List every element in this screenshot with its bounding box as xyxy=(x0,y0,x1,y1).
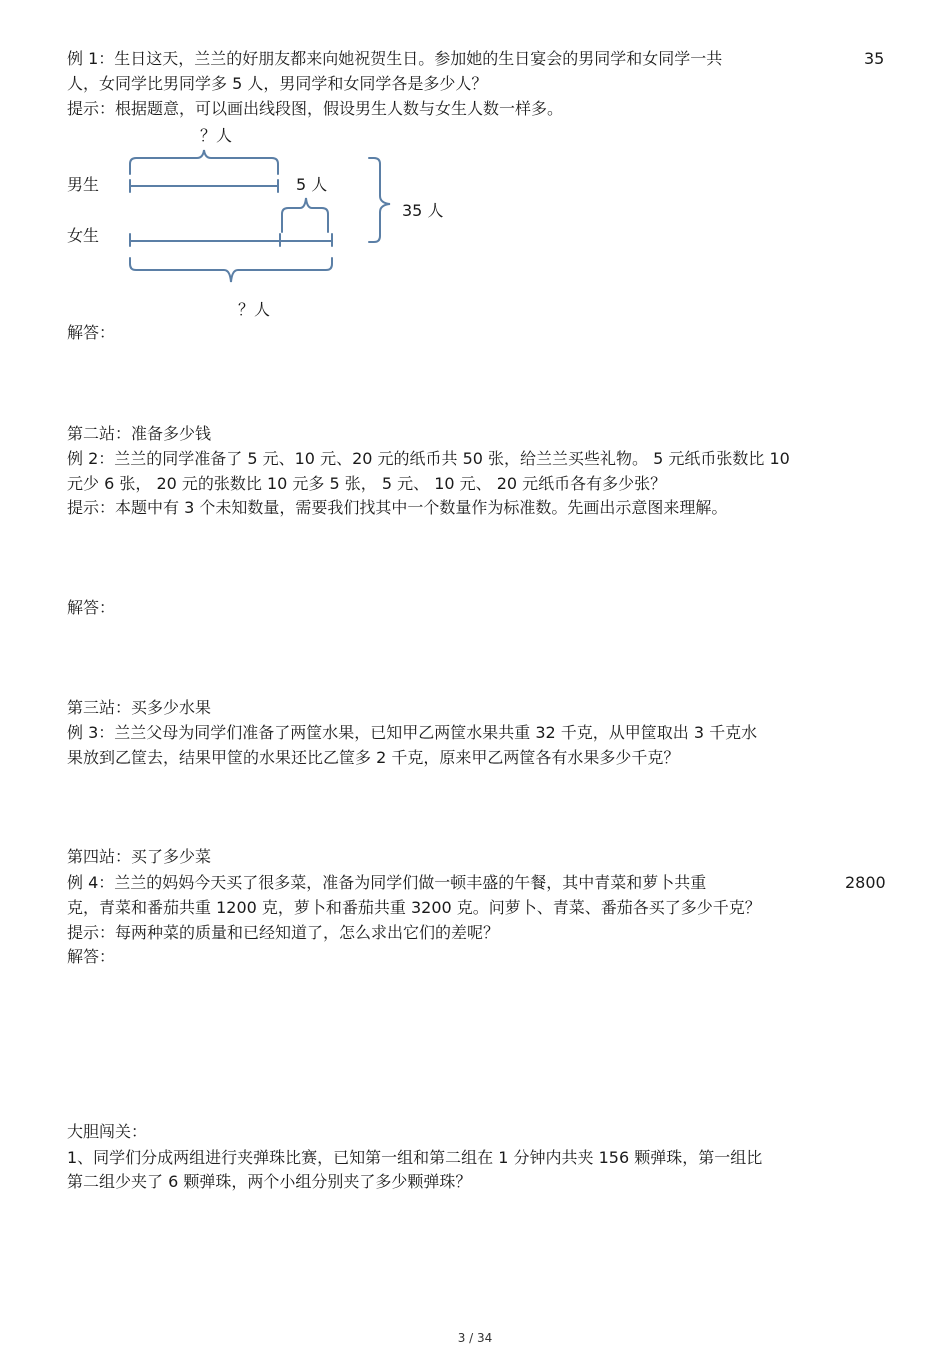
diagram-bottom-question: ？人 xyxy=(238,300,271,319)
ex1-line2: 人，女同学比男同学多 5 人，男同学和女同学各是多少人？ xyxy=(67,74,488,93)
ex3-line1: 例 3：兰兰父母为同学们准备了两筐水果，已知甲乙两筐水果共重 32 千克，从甲筐取出 3 千克水 xyxy=(67,723,758,742)
bottom-brace xyxy=(130,258,332,282)
diagram-girl-label: 女生 xyxy=(67,226,100,245)
ex2-line2: 元少 6 张， 20 元的张数比 10 元多 5 张， 5 元、 10 元、 20 元纸币各有多少张？ xyxy=(67,474,667,493)
line-segment-diagram xyxy=(0,0,950,330)
ex2-line1: 例 2：兰兰的同学准备了 5 元、10 元、20 元的纸币共 50 张，给兰兰买些礼物。 5 元纸币张数比 10 xyxy=(67,449,790,468)
ex4-line1: 例 4：兰兰的妈妈今天买了很多菜，准备为同学们做一顿丰盛的午餐，其中青菜和萝卜共重 xyxy=(67,873,707,892)
total-brace xyxy=(369,158,390,242)
station4-title: 第四站：买了多少菜 xyxy=(67,847,212,866)
ex4-line2: 克，青菜和番茄共重 1200 克，萝卜和番茄共重 3200 克。问萝卜、青菜、番茄各买了多少千克？ xyxy=(67,898,761,917)
ex2-answer: 解答： xyxy=(67,598,116,617)
challenge-line1: 1、同学们分成两组进行夹弹珠比赛，已知第一组和第二组在 1 分钟内共夹 156 颗弹珠，第一组比 xyxy=(67,1148,763,1167)
ex1-line1-number: 35 xyxy=(864,49,885,68)
ex4-hint: 提示：每两种菜的质量和已经知道了，怎么求出它们的差呢？ xyxy=(67,923,500,942)
diagram-difference-label: 5 人 xyxy=(296,175,328,194)
ex1-hint: 提示：根据题意，可以画出线段图，假设男生人数与女生人数一样多。 xyxy=(67,99,564,118)
difference-brace xyxy=(282,198,328,232)
diagram-total-label: 35 人 xyxy=(402,201,444,220)
diagram-top-question: ？人 xyxy=(200,126,233,145)
ex4-line1-number: 2800 xyxy=(845,873,886,892)
ex4-answer: 解答： xyxy=(67,947,116,966)
station2-title: 第二站：准备多少钱 xyxy=(67,424,212,443)
top-brace xyxy=(130,150,278,174)
ex1-answer: 解答： xyxy=(67,323,116,342)
ex2-hint: 提示：本题中有 3 个未知数量，需要我们找其中一个数量作为标准数。先画出示意图来理解。 xyxy=(67,498,728,517)
station3-title: 第三站：买多少水果 xyxy=(67,698,212,717)
ex1-line1: 例 1：生日这天，兰兰的好朋友都来向她祝贺生日。参加她的生日宴会的男同学和女同学一共 xyxy=(67,49,723,68)
page-number: 3 / 34 xyxy=(457,1331,493,1345)
challenge-title: 大胆闯关： xyxy=(67,1122,148,1141)
challenge-line2: 第二组少夹了 6 颗弹珠，两个小组分别夹了多少颗弹珠？ xyxy=(67,1172,472,1191)
ex3-line2: 果放到乙筐去，结果甲筐的水果还比乙筐多 2 千克，原来甲乙两筐各有水果多少千克？ xyxy=(67,748,680,767)
diagram-boy-label: 男生 xyxy=(67,175,100,194)
